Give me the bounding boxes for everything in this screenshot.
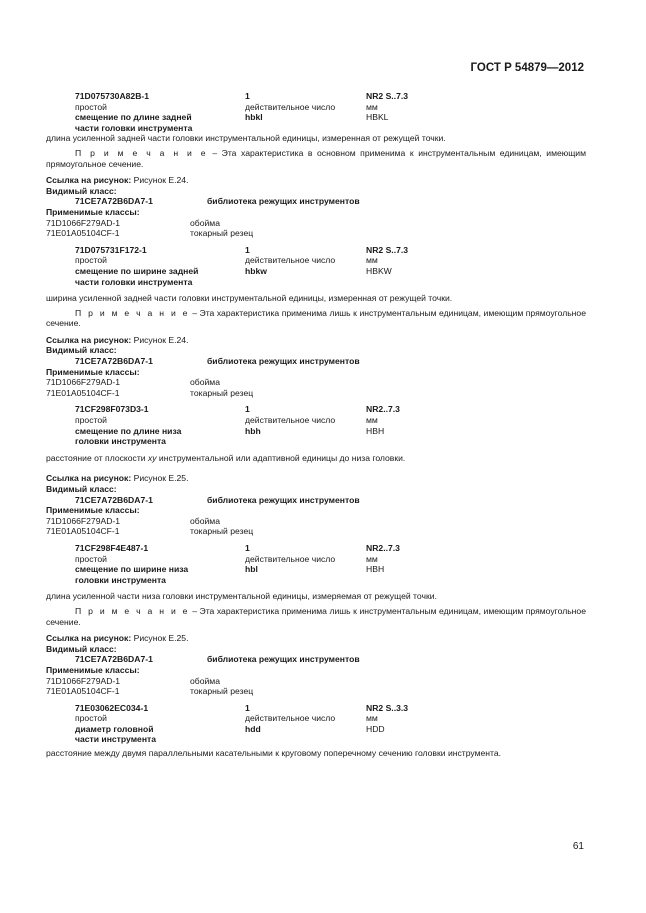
property-name-line2: головки инструмента — [75, 574, 166, 585]
visible-class-label: Видимый класс: — [46, 345, 117, 356]
property-code: NR2 S..7.3 — [366, 91, 409, 101]
property-count: 1 — [245, 91, 250, 101]
visible-class-id: 71CE7A72B6DA7-1 — [75, 494, 153, 505]
figure-reference — [46, 473, 586, 484]
applicable-class-id: 71E01A05104CF-1 — [46, 686, 120, 697]
property-count: 1 — [245, 702, 250, 713]
applicable-class-name: токарный резец — [190, 387, 254, 398]
property-unit: мм — [366, 415, 378, 426]
property-datatype: действительное число — [245, 553, 336, 564]
property-name-line1: смещение по длине низа — [75, 425, 182, 436]
visible-class-row — [46, 495, 586, 506]
visible-class-row — [46, 196, 586, 207]
visible-class-label: Видимый класс: — [46, 185, 117, 196]
property-short-name: hbkl — [245, 112, 263, 123]
property-name-line1: диаметр головной — [75, 723, 154, 734]
ref-figure: Рисунок Е.24. — [133, 334, 189, 345]
applicable-class-name: токарный резец — [190, 686, 254, 697]
definition-text: расстояние от плоскости — [46, 452, 148, 463]
note-text: – Эта характеристика в основном применима к инструментальным единицам, имеющим прямоугольное сечение. — [46, 147, 586, 169]
visible-class-name: библиотека режущих инструментов — [207, 356, 360, 367]
property-name-line2: части головки инструмента — [75, 276, 193, 287]
ref-figure: Рисунок Е.24. — [133, 175, 189, 186]
applicable-class-id: 71D1066F279AD-1 — [46, 675, 121, 686]
property-code: NR2 S..7.3 — [366, 244, 409, 255]
property-name-line2: части инструмента — [75, 734, 157, 745]
applicable-classes-label: Применимые классы: — [46, 366, 140, 377]
note-label: П р и м е ч а н и е — [75, 307, 190, 318]
standard-header: ГОСТ Р 54879—2012 — [470, 62, 584, 74]
property-block — [46, 703, 586, 745]
visible-class-name: библиотека режущих инструментов — [207, 494, 360, 505]
visible-class-name: библиотека режущих инструментов — [207, 196, 360, 207]
property-block — [46, 91, 586, 133]
property-type: простой — [75, 415, 107, 426]
property-code: NR2 S..3.3 — [366, 702, 409, 713]
applicable-class-name: обойма — [190, 377, 220, 388]
visible-class-name: библиотека режущих инструментов — [207, 654, 360, 665]
applicable-class-id: 71D1066F279AD-1 — [46, 515, 121, 526]
applicable-class-row — [46, 526, 586, 537]
property-short-name: hdd — [245, 723, 261, 734]
applicable-class-row — [46, 228, 586, 239]
property-code: NR2..7.3 — [366, 542, 400, 553]
property-code: NR2..7.3 — [366, 404, 400, 415]
applicable-classes-label: Применимые классы: — [46, 505, 140, 516]
property-type: простой — [75, 713, 107, 724]
applicable-class-id: 71E01A05104CF-1 — [46, 387, 120, 398]
property-block — [46, 245, 586, 287]
applicable-class-row — [46, 388, 586, 399]
property-type: простой — [75, 101, 107, 112]
note-label: П р и м е ч а н и е — [75, 147, 208, 158]
property-name-line1: смещение по ширине низа — [75, 564, 189, 575]
property-name-line1: смещение по длине задней — [75, 112, 192, 123]
definition-text: инструментальной или адаптивной единицы до низа головки. — [156, 452, 406, 463]
note-text: – Эта характеристика применима лишь к инструментальным единицам, имеющим прямоугольное сечение. — [46, 307, 586, 329]
applicable-class-name: токарный резец — [190, 526, 254, 537]
figure-reference — [46, 633, 586, 644]
property-datatype: действительное число — [245, 255, 336, 266]
applicable-class-name: обойма — [190, 675, 220, 686]
property-short-name: hbh — [245, 425, 261, 436]
property-definition: расстояние между двумя параллельными касательными к круговому поперечному сечению головки инструмента. — [46, 748, 502, 759]
visible-class-row — [46, 654, 586, 665]
property-definition: длина усиленной задней части головки инструментальной единицы, измеренная от режущей точки. — [46, 133, 446, 144]
property-short-name: hbl — [245, 564, 258, 575]
figure-reference — [46, 335, 586, 346]
property-symbol: HBKW — [366, 265, 392, 276]
property-short-name: hbkw — [245, 265, 267, 276]
applicable-class-id: 71D1066F279AD-1 — [46, 377, 121, 388]
definition-emphasis: xy — [147, 452, 157, 463]
property-datatype: действительное число — [245, 713, 336, 724]
page-number: 61 — [572, 841, 584, 852]
visible-class-id: 71CE7A72B6DA7-1 — [75, 356, 153, 367]
applicable-classes-label: Применимые классы: — [46, 664, 140, 675]
property-note — [46, 308, 586, 329]
property-unit: мм — [366, 553, 378, 564]
note-label: П р и м е ч а н и е — [75, 605, 190, 616]
applicable-class-row — [46, 218, 586, 229]
property-type: простой — [75, 255, 107, 266]
property-datatype: действительное число — [245, 415, 336, 426]
applicable-class-name: токарный резец — [190, 228, 254, 239]
property-definition: длина усиленной части низа головки инструментальной единицы, измеряемая от режущей точки. — [46, 591, 437, 602]
document-body — [46, 91, 586, 759]
property-id: 71D075730A82B-1 — [75, 91, 150, 101]
applicable-class-row — [46, 516, 586, 527]
property-type: простой — [75, 553, 107, 564]
visible-class-label: Видимый класс: — [46, 484, 117, 494]
applicable-class-row — [46, 686, 586, 697]
ref-label: Ссылка на рисунок: — [46, 473, 132, 484]
property-count: 1 — [245, 404, 250, 415]
property-symbol: HBKL — [366, 112, 389, 123]
visible-class-label: Видимый класс: — [46, 643, 117, 654]
applicable-class-id: 71E01A05104CF-1 — [46, 228, 120, 239]
property-count: 1 — [245, 244, 250, 255]
applicable-class-name: обойма — [190, 515, 220, 526]
ref-label: Ссылка на рисунок: — [46, 334, 132, 345]
note-text: – Эта характеристика применима лишь к инструментальным единицам, имеющим прямоугольное сечение. — [46, 605, 586, 627]
property-name-line2: части головки инструмента — [75, 122, 193, 133]
property-id: 71D075731F172-1 — [75, 244, 147, 255]
property-definition — [46, 453, 586, 464]
visible-class-id: 71CE7A72B6DA7-1 — [75, 196, 153, 207]
property-id: 71CF298F073D3-1 — [75, 404, 149, 415]
applicable-class-row — [46, 676, 586, 687]
applicable-classes-label: Применимые классы: — [46, 206, 140, 217]
property-symbol: HDD — [366, 723, 385, 734]
property-count: 1 — [245, 542, 250, 553]
ref-figure: Рисунок Е.25. — [133, 473, 189, 484]
applicable-class-name: обойма — [190, 217, 220, 228]
property-block — [46, 543, 586, 585]
property-unit: мм — [366, 101, 378, 112]
visible-class-row — [46, 356, 586, 367]
visible-class-id: 71CE7A72B6DA7-1 — [75, 654, 153, 665]
property-symbol: HBH — [366, 564, 385, 575]
property-symbol: HBH — [366, 425, 385, 436]
property-unit: мм — [366, 255, 378, 266]
property-name-line2: головки инструмента — [75, 436, 166, 447]
ref-figure: Рисунок Е.25. — [133, 633, 189, 644]
ref-label: Ссылка на рисунок: — [46, 175, 132, 186]
ref-label: Ссылка на рисунок: — [46, 633, 132, 644]
property-unit: мм — [366, 713, 378, 724]
property-datatype: действительное число — [245, 101, 336, 112]
property-name-line1: смещение по ширине задней — [75, 265, 199, 276]
property-block — [46, 404, 586, 446]
property-definition: ширина усиленной задней части головки инструментальной единицы, измеренная от режущей точки. — [46, 293, 453, 304]
applicable-class-row — [46, 377, 586, 388]
applicable-class-id: 71E01A05104CF-1 — [46, 526, 120, 537]
property-note — [46, 148, 586, 169]
applicable-class-id: 71D1066F279AD-1 — [46, 217, 121, 228]
property-id: 71CF298F4E487-1 — [75, 542, 149, 553]
property-note — [46, 606, 586, 627]
figure-reference — [46, 175, 586, 186]
property-id: 71E03062EC034-1 — [75, 702, 149, 713]
